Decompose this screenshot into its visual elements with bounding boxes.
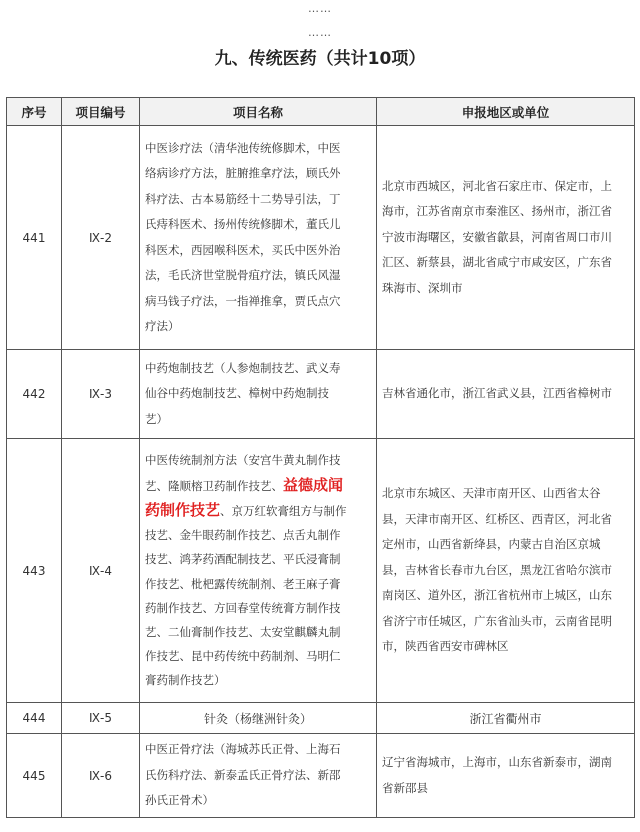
header-serial-no: 序号 xyxy=(7,98,62,126)
heritage-table xyxy=(6,97,635,818)
region-line: 省济宁市任城区，广东省汕头市，云南省昆明 xyxy=(382,613,612,628)
row-serial-no: 444 xyxy=(7,703,62,734)
row-item-code: Ⅸ-2 xyxy=(62,126,140,350)
region-line: 县，吉林省长春市九台区，黑龙江省哈尔滨市 xyxy=(382,562,612,577)
name-text: 、京万红软膏组方与制作 xyxy=(220,503,347,518)
name-line: 艺） xyxy=(145,411,168,426)
region-line: 定州市，山西省新绛县，内蒙古自治区京城 xyxy=(382,537,601,552)
region-line: 北京市西城区，河北省石家庄市、保定市，上 xyxy=(382,178,612,193)
highlighted-item-name: 药制作技艺 xyxy=(145,500,221,519)
table-row xyxy=(7,350,635,439)
row-item-name: 针灸（杨继洲针灸） xyxy=(140,703,377,734)
name-line: 作技艺、枇杷露传统制剂、老王麻子膏 xyxy=(145,576,341,591)
table-header-row xyxy=(7,98,635,126)
name-line: 仙谷中药炮制技艺、樟树中药炮制技 xyxy=(145,386,329,401)
region-line: 宁波市海曙区，安徽省歙县，河南省周口市川 xyxy=(382,229,612,244)
name-line: 技艺、金牛眼药制作技艺、点舌丸制作 xyxy=(145,528,341,543)
row-region xyxy=(377,734,635,818)
table-row xyxy=(7,734,635,818)
name-line: 络病诊疗方法，脏腑推拿疗法，顾氏外 xyxy=(145,166,341,180)
region-line: 南岗区、道外区，浙江省杭州市上城区，山东 xyxy=(382,588,612,603)
ellipsis-middle: …… xyxy=(308,26,332,39)
row-item-name xyxy=(140,350,377,439)
region-line: 县，天津市南开区、红桥区、西青区，河北省 xyxy=(382,511,612,526)
region-line: 吉林省通化市，浙江省武义县，江西省樟树市 xyxy=(382,386,612,401)
header-region: 申报地区或单位 xyxy=(377,98,635,126)
name-text: 艺、隆顺榕卫药制作技艺、 xyxy=(145,478,283,493)
name-line: 氏伤科疗法、新泰孟氏正骨疗法、新邵 xyxy=(145,767,341,782)
name-line xyxy=(145,473,372,498)
row-item-code: Ⅸ-3 xyxy=(62,350,140,439)
row-item-code: Ⅸ-4 xyxy=(62,439,140,703)
ellipsis-top: …… xyxy=(308,2,332,15)
region-line: 市，陕西省西安市碑林区 xyxy=(382,639,509,654)
name-line: 艺、二仙膏制作技艺、太安堂麒麟丸制 xyxy=(145,624,341,639)
name-line: 中医诊疗法（清华池传统修脚术，中医 xyxy=(145,140,341,155)
name-line: 孙氏正骨术） xyxy=(145,793,214,808)
region-line: 海市，江苏省南京市秦淮区、扬州市，浙江省 xyxy=(382,204,612,219)
name-line: 中医传统制剂方法（安宫牛黄丸制作技 xyxy=(145,453,341,468)
table-row xyxy=(7,439,635,703)
name-line: 膏药制作技艺） xyxy=(145,673,226,688)
row-item-name xyxy=(140,126,377,350)
name-line: 法，毛氏济世堂脱骨疽疗法，镇氏风湿 xyxy=(145,268,341,282)
name-line: 中医正骨疗法（海城苏氏正骨、上海石 xyxy=(145,742,341,757)
highlighted-item-name: 益德成闻 xyxy=(283,475,344,494)
region-line: 省新邵县 xyxy=(382,780,428,795)
row-serial-no: 443 xyxy=(7,439,62,703)
row-item-code: Ⅸ-5 xyxy=(62,703,140,734)
region-line: 汇区、新蔡县，湖北省咸宁市咸安区，广东省 xyxy=(382,255,612,270)
region-line: 辽宁省海城市，上海市，山东省新泰市，湖南 xyxy=(382,755,612,769)
header-item-name: 项目名称 xyxy=(140,98,377,126)
name-line: 科疗法、古本易筋经十二势导引法，丁 xyxy=(145,191,341,206)
row-region xyxy=(377,350,635,439)
region-line: 珠海市、深圳市 xyxy=(382,280,463,295)
name-line xyxy=(145,498,372,523)
row-region: 浙江省衢州市 xyxy=(377,703,635,734)
name-line: 疗法） xyxy=(145,319,180,333)
name-line: 氏痔科医术、扬州传统修脚术，董氏儿 xyxy=(145,217,341,231)
name-line: 中药炮制技艺（人参炮制技艺、武义寿 xyxy=(145,360,341,375)
name-line: 技艺、鸿茅药酒配制技艺、平氏浸膏制 xyxy=(145,552,341,567)
name-line: 作技艺、昆中药传统中药制剂、马明仁 xyxy=(145,649,341,664)
row-serial-no: 445 xyxy=(7,734,62,818)
row-region xyxy=(377,126,635,350)
row-item-name xyxy=(140,439,377,703)
header-item-code: 项目编号 xyxy=(62,98,140,126)
table-row xyxy=(7,126,635,350)
row-item-code: Ⅸ-6 xyxy=(62,734,140,818)
region-line: 北京市东城区、天津市南开区、山西省太谷 xyxy=(382,486,601,501)
name-line: 病马钱子疗法，一指禅推拿，贾氏点穴 xyxy=(145,293,341,308)
table-row xyxy=(7,703,635,734)
name-line: 科医术，西园喉科医术，买氏中医外治 xyxy=(145,242,341,257)
row-serial-no: 442 xyxy=(7,350,62,439)
row-item-name xyxy=(140,734,377,818)
section-title: 九、传统医药（共计10项） xyxy=(214,49,426,69)
row-region xyxy=(377,439,635,703)
name-line: 药制作技艺、方回春堂传统膏方制作技 xyxy=(145,600,341,615)
row-serial-no: 441 xyxy=(7,126,62,350)
